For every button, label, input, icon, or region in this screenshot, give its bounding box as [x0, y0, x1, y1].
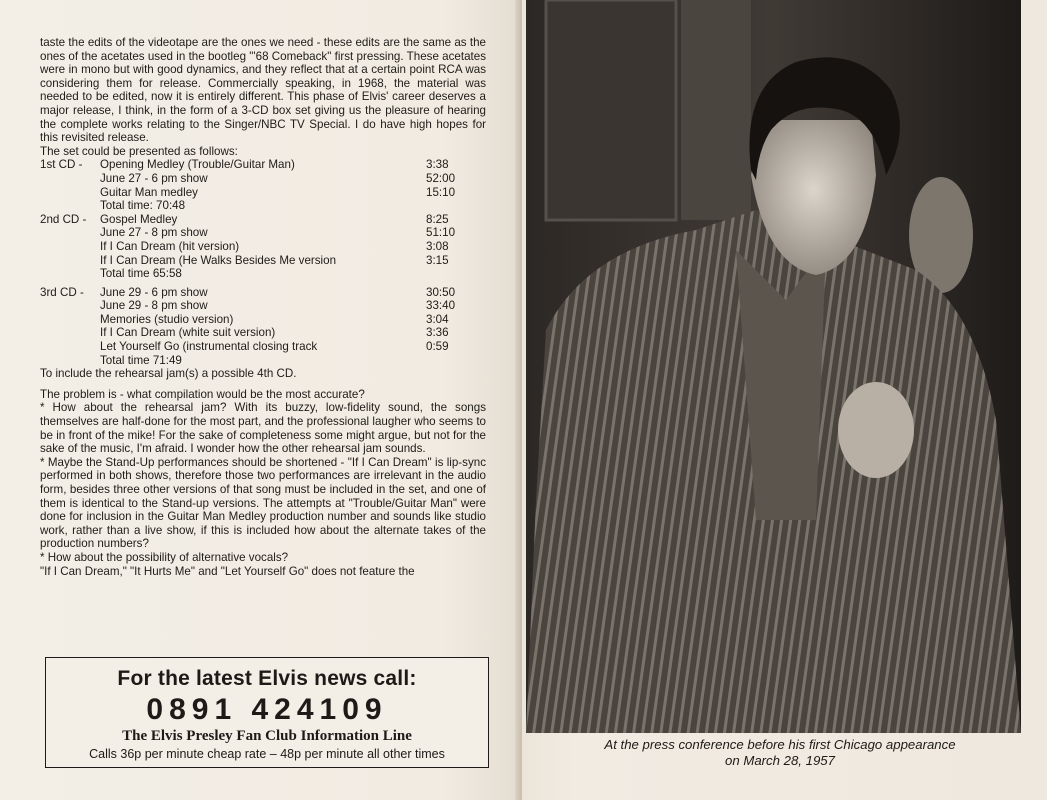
cd-label — [40, 267, 100, 281]
door-panel — [546, 0, 676, 220]
cd2-tracklist — [40, 213, 486, 281]
track-time: 15:10 — [426, 185, 456, 199]
photo-caption — [540, 737, 1020, 768]
track-title: Let Yourself Go (instrumental closing track — [100, 340, 318, 354]
cd-label — [40, 172, 100, 186]
track-title: Gospel Medley — [100, 212, 178, 226]
cd1-tracklist — [40, 158, 486, 212]
track-title: June 27 - 8 pm show — [100, 226, 208, 240]
track-time: 3:04 — [426, 312, 449, 326]
set-intro: The set could be presented as follows: — [40, 144, 238, 158]
spacer — [40, 381, 486, 388]
track-row — [40, 326, 486, 340]
left-page — [0, 0, 522, 800]
hand — [838, 382, 914, 478]
cd-label — [40, 299, 100, 313]
track-time: 8:25 — [426, 212, 449, 226]
total-time-row — [40, 354, 486, 368]
cd-label — [40, 226, 100, 240]
stand-up-paragraph: * Maybe the Stand-Up performances should be shortened - "If I Can Dream" is lip-sync performed in both shows, therefore those two performances are irrelevant in the audio form, besides three other versions of that song must be included in the set, and one of them is identical to the Stand-up versions. The attempts at "Trouble/Guitar Man" were done for inclusion in the Guitar Man Medley production number and sounds like studio work, rather than a live show, if this is included how about the alternate takes of the production numbers? — [40, 455, 486, 551]
track-title: If I Can Dream (hit version) — [100, 239, 240, 253]
track-time: 0:59 — [426, 340, 449, 354]
track-row — [40, 299, 486, 313]
track-title: If I Can Dream (white suit version) — [100, 326, 276, 340]
alternative-vocals-question: * How about the possibility of alternative vocals? — [40, 550, 289, 564]
track-title: June 27 - 6 pm show — [100, 171, 208, 185]
total-time: Total time 65:58 — [100, 267, 182, 281]
track-title: June 29 - 6 pm show — [100, 285, 208, 299]
track-row — [40, 172, 486, 186]
rehearsal-note: To include the rehearsal jam(s) a possible 4th CD. — [40, 367, 297, 381]
caption-line: on March 28, 1957 — [725, 752, 835, 768]
track-row — [40, 186, 486, 200]
rehearsal-jam-paragraph: * How about the rehearsal jam? With its buzzy, low-fidelity sound, the songs themselves are half-done for the most part, and the professional laugher who seems to be in front of the mike! For the sake of completeness some might argue, but not for the sake of the music, I'm afraid. I wonder how the other rehearsal jam sounds. — [40, 401, 486, 456]
track-title: Opening Medley (Trouble/Guitar Man) — [100, 158, 295, 172]
track-title: June 29 - 8 pm show — [100, 299, 208, 313]
cd-label — [40, 340, 100, 354]
elvis-press-conference-photo — [526, 0, 1021, 733]
track-row — [40, 313, 486, 327]
track-row — [40, 340, 486, 354]
news-line-advert — [45, 657, 489, 768]
track-time: 51:10 — [426, 226, 456, 240]
track-row — [40, 286, 486, 300]
track-time: 3:38 — [426, 158, 449, 172]
total-time: Total time 71:49 — [100, 353, 182, 367]
cd-label — [40, 254, 100, 268]
track-title: If I Can Dream (He Walks Besides Me version — [100, 253, 337, 267]
advert-headline: For the latest Elvis news call: — [117, 667, 417, 690]
photo-illustration — [526, 0, 1021, 733]
caption-line: At the press conference before his first Chicago appearance — [604, 737, 956, 752]
track-row — [40, 240, 486, 254]
track-time: 3:15 — [426, 253, 449, 267]
cd-label — [40, 354, 100, 368]
track-row — [40, 254, 486, 268]
track-row — [40, 226, 486, 240]
article-intro-paragraph: taste the edits of the videotape are the ones we need - these edits are the same as the ones of the acetates used in the bootleg "'68 Comeback" first pressing. These acetates were in mono but with good dynamics, and they reflect that at a certain point RCA was considering them for release. Commercially speaking, in 1968, the material was needed to be edited, now it is entirely different. This phase of Elvis' career deserves a major release, I think, in the form of a 3-CD box set giving us the pleasure of hearing the complete works relating to the Singer/NBC TV Special. I do have high hopes for this revisited release. — [40, 36, 486, 145]
cd-label — [40, 186, 100, 200]
door-frame — [681, 0, 751, 220]
track-row — [40, 158, 486, 172]
advert-service-name: The Elvis Presley Fan Club Information Line — [122, 728, 412, 744]
cd-label — [40, 240, 100, 254]
track-time: 30:50 — [426, 285, 456, 299]
cd3-tracklist — [40, 286, 486, 368]
total-time-row — [40, 267, 486, 281]
total-time-row — [40, 199, 486, 213]
cd-label — [40, 313, 100, 327]
track-time: 33:40 — [426, 299, 456, 313]
cd-label: 3rd CD - — [40, 285, 84, 299]
track-title: Guitar Man medley — [100, 185, 198, 199]
total-time: Total time: 70:48 — [100, 199, 186, 213]
problem-question: The problem is - what compilation would be the most accurate? — [40, 387, 365, 401]
cd-label: 2nd CD - — [40, 212, 87, 226]
cd-label — [40, 199, 100, 213]
advert-call-rates: Calls 36p per minute cheap rate – 48p per minute all other times — [89, 747, 445, 761]
track-time: 52:00 — [426, 171, 456, 185]
article-column — [40, 36, 486, 578]
cd-label — [40, 326, 100, 340]
track-time: 3:36 — [426, 326, 449, 340]
track-title: Memories (studio version) — [100, 312, 234, 326]
track-time: 3:08 — [426, 239, 449, 253]
cd-label: 1st CD - — [40, 158, 83, 172]
track-row — [40, 213, 486, 227]
continued-paragraph: "If I Can Dream," "It Hurts Me" and "Let Yourself Go" does not feature the — [40, 564, 415, 578]
advert-phone-number: 0891 424109 — [146, 693, 388, 726]
